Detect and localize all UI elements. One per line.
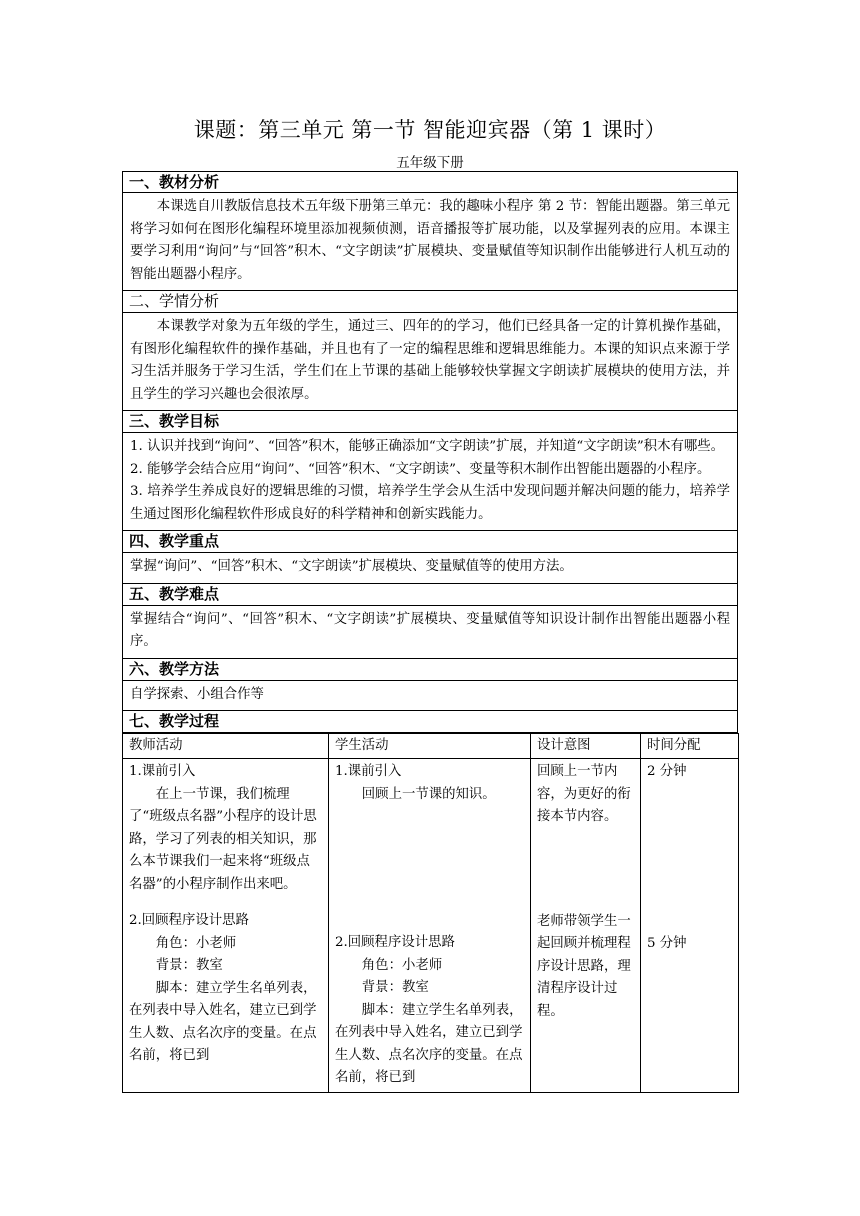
section-heading-student-analysis: 二、学情分析 (122, 291, 738, 313)
column-header-time: 时间分配 (641, 734, 739, 759)
design-intent-cell (531, 759, 641, 1093)
student-role: 角色：小老师 (361, 957, 443, 973)
section-heading-difficulties: 五、教学难点 (122, 584, 738, 606)
teacher-step-title: 2.回顾程序设计思路 (129, 913, 249, 928)
section-heading-process: 七、教学过程 (122, 711, 738, 733)
process-table (122, 733, 739, 1093)
design-intent-text: 老师带领学生一起回顾并梳理程序设计思路，理清程序设计过程。 (537, 913, 631, 1019)
section-body-textbook-analysis: 本课选自川教版信息技术五年级下册第三单元：我的趣味小程序 第 2 节：智能出题器。第三单元将学习如何在图形化编程环境里添加视频侦测，语音播报等扩展功能，以及掌握列表的应用。本课主要学习利用“询问”与“回答”积木、“文字朗读”扩展模块、变量赋值等知识制作出能够进行人机互动的智能出题器小程序。 (122, 193, 738, 291)
column-header-student: 学生活动 (329, 734, 531, 759)
time-value: 2 分钟 (647, 764, 687, 779)
student-step-title: 1.课前引入 (335, 764, 402, 779)
objective-item: 2. 能够学会结合应用“询问”、“回答”积木、“文字朗读”、变量等积木制作出智能出题器的小程序。 (130, 461, 711, 477)
design-intent-text: 回顾上一节内容，为更好的衔接本节内容。 (537, 764, 631, 824)
teacher-background: 背景：教室 (155, 958, 223, 973)
section-heading-objectives: 三、教学目标 (122, 411, 738, 433)
time-allocation-cell (641, 759, 739, 1093)
section-body-key-points: 掌握“询问”、“回答”积木、“文字朗读”扩展模块、变量赋值等的使用方法。 (122, 553, 738, 584)
teacher-role: 角色：小老师 (155, 935, 237, 951)
section-heading-key-points: 四、教学重点 (122, 531, 738, 553)
section-body-methods: 自学探索、小组合作等 (122, 681, 738, 712)
student-background: 背景：教室 (361, 980, 429, 995)
student-script: 脚本：建立学生名单列表，在列表中导入姓名，建立已到学生人数、点名次序的变量。在点名前，将已到 (335, 1002, 523, 1085)
process-table-header (123, 734, 739, 759)
section-body-objectives (122, 433, 738, 531)
column-header-teacher: 教师活动 (123, 734, 329, 759)
lesson-plan-sheet (122, 171, 738, 1093)
teacher-step-title: 1.课前引入 (129, 764, 196, 779)
time-value: 5 分钟 (647, 935, 687, 951)
section-heading-methods: 六、教学方法 (122, 659, 738, 681)
teacher-step-body: 在上一节课，我们梳理了“班级点名器”小程序的设计思路，学习了列表的相关知识，那么本节课我们一起来将“班级点名器”的小程序制作出来吧。 (129, 786, 317, 892)
student-step-body: 回顾上一节课的知识。 (361, 786, 496, 802)
student-activity-cell (329, 759, 531, 1093)
section-heading-textbook-analysis: 一、教材分析 (122, 171, 738, 193)
objective-item: 1. 认识并找到“询问”、“回答”积木，能够正确添加“文字朗读”扩展，并知道“文字朗读”积木有哪些。 (130, 439, 725, 454)
teacher-script: 脚本：建立学生名单列表，在列表中导入姓名，建立已到学生人数、点名次序的变量。在点名前，将已到 (129, 980, 317, 1063)
column-header-intent: 设计意图 (531, 734, 641, 759)
student-step-title: 2.回顾程序设计思路 (335, 935, 455, 950)
section-body-difficulties: 掌握结合“询问”、“回答”积木、“文字朗读”扩展模块、变量赋值等知识设计制作出智能出题器小程序。 (122, 606, 738, 659)
section-body-student-analysis: 本课教学对象为五年级的学生，通过三、四年的的学习，他们已经具备一定的计算机操作基础，有图形化编程软件的操作基础，并且也有了一定的编程思维和逻辑思维能力。本课的知识点来源于学习生活并服务于学习生活，学生们在上节课的基础上能够较快掌握文字朗读扩展模块的使用方法，并且学生的学习兴趣也会很浓厚。 (122, 313, 738, 411)
table-row (123, 759, 739, 1093)
objective-item: 3. 培养学生养成良好的逻辑思维的习惯，培养学生学会从生活中发现问题并解决问题的能力，培养学生通过图形化编程软件形成良好的科学精神和创新实践能力。 (130, 484, 730, 522)
lesson-title: 课题：第三单元 第一节 智能迎宾器（第 1 课时） (193, 118, 667, 142)
teacher-activity-cell (123, 759, 329, 1093)
grade-subtitle: 五年级下册 (396, 155, 464, 171)
